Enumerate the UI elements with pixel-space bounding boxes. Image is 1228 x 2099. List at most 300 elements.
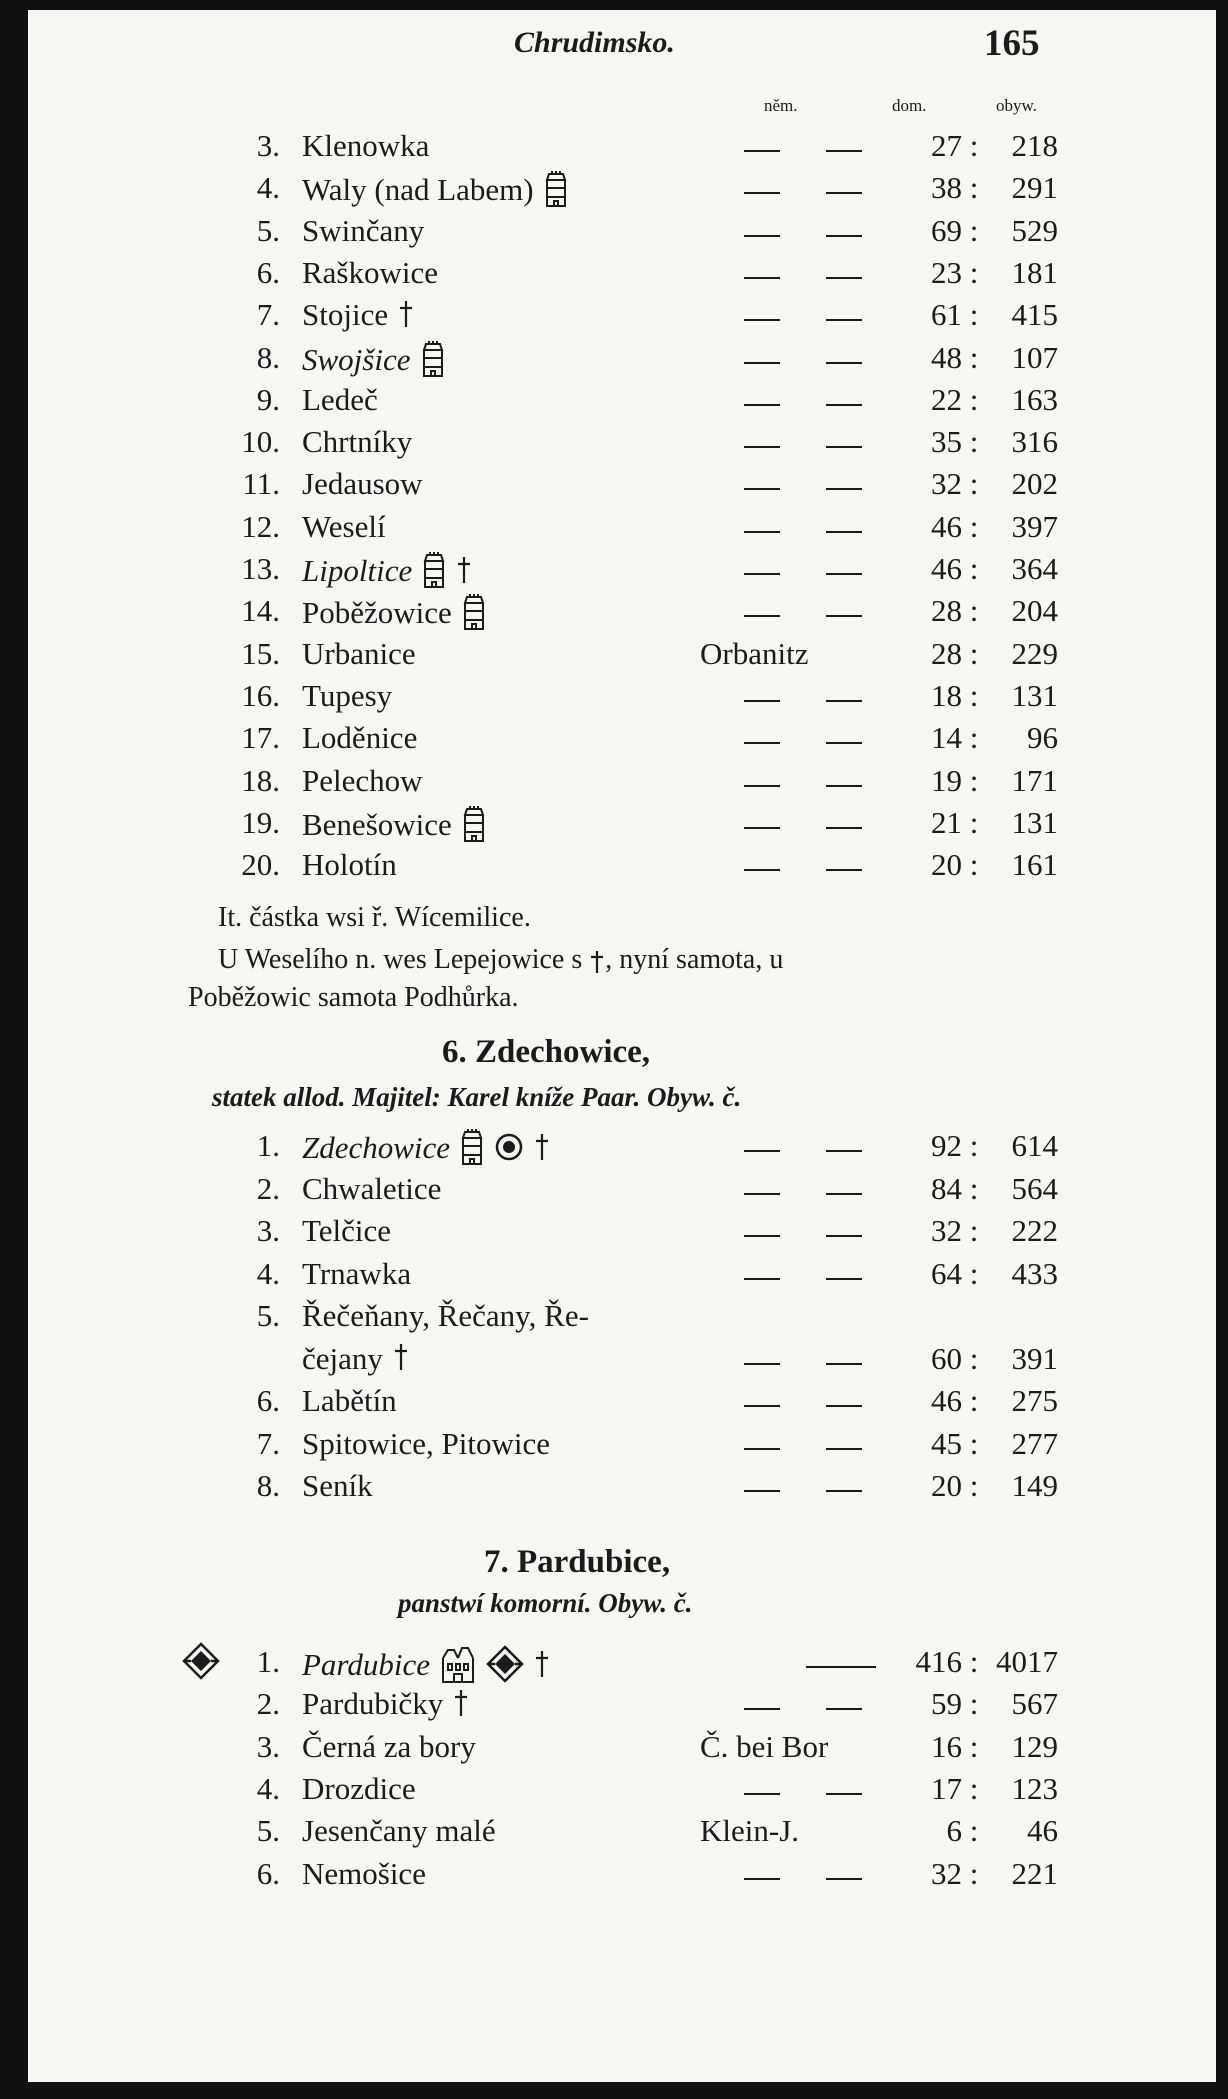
dash-placeholder [744,1878,780,1880]
population-count: 221 [1011,1855,1058,1891]
place-cell [302,1771,416,1807]
population-count: 202 [1011,466,1058,502]
dash-placeholder [744,277,780,279]
target-icon [494,1132,524,1170]
entry-number: 19. [241,804,280,840]
section-2-row [0,1171,1228,1213]
section-1-row [0,382,1228,424]
population-count: 433 [1011,1255,1058,1291]
dash-placeholder [826,573,862,575]
houses-count: 19 [931,762,962,798]
place-name: Jesenčany malé [302,1813,496,1849]
houses-count: 32 [931,1213,962,1248]
place-name: Pardubice [302,1647,430,1683]
section-1-row [0,720,1228,762]
cross-icon [393,1343,409,1379]
place-cell [302,1426,550,1462]
place-cell [302,1341,409,1380]
ratio-colon: : [969,804,979,840]
castle-icon [462,805,486,851]
houses-count: 16 [931,1728,962,1764]
ratio-colon: : [969,1468,979,1503]
dash-placeholder [826,742,862,744]
place-cell [302,466,423,502]
place-cell [302,1128,550,1174]
ratio-colon: : [969,170,979,206]
entry-number: 7. [256,297,280,333]
castle-icon [421,340,445,386]
section-2-row [0,1383,1228,1425]
dash-placeholder [826,1405,862,1407]
ratio-colon: : [969,212,979,248]
dash-placeholder [826,1490,862,1492]
place-cell [302,1213,391,1249]
ratio-colon: : [969,635,979,671]
dash-placeholder [744,1490,780,1492]
dash-placeholder [744,404,780,406]
place-name: Klenowka [302,128,430,163]
section-2-row [0,1128,1228,1170]
place-name: Poběžowice [302,595,452,631]
place-name: čejany [302,1340,383,1376]
population-count: 4017 [996,1644,1058,1679]
place-cell [302,636,416,672]
place-cell [302,678,392,714]
houses-count: 45 [931,1425,962,1461]
dash-placeholder [826,869,862,871]
place-cell [302,805,486,851]
section-1-row [0,170,1228,212]
place-name: Labětín [302,1383,397,1418]
place-cell [302,424,412,460]
section-2-row [0,1426,1228,1468]
place-cell [302,297,414,336]
houses-count: 92 [931,1128,962,1163]
houses-count: 22 [931,381,962,417]
entry-number: 6. [256,1383,280,1418]
population-count: 564 [1011,1170,1058,1206]
castle-icon [544,170,568,216]
note-line-1: It. částka wsi ř. Wícemilice. [218,902,531,933]
population-count: 131 [1011,677,1058,713]
place-name: Drozdice [302,1770,416,1806]
place-name: Chrtníky [302,424,413,460]
place-name: Swojšice [302,341,411,377]
houses-count: 32 [931,1855,962,1891]
houses-count: 416 [915,1644,962,1679]
place-name: Zdechowice [302,1130,451,1166]
german-name: Klein-J. [700,1813,800,1849]
place-name: Pardubičky [302,1686,444,1722]
entry-number: 4. [256,1770,280,1806]
place-cell [302,1729,476,1765]
entry-number: 6. [256,1855,280,1891]
section-1-row [0,847,1228,889]
place-name: Benešowice [302,806,452,842]
place-cell [302,128,429,164]
population-count: 291 [1011,170,1058,206]
houses-count: 17 [931,1770,962,1806]
ratio-colon: : [969,1644,979,1679]
houses-count: 69 [931,212,962,248]
place-name: Waly (nad Labem) [302,172,534,208]
entry-number: 3. [256,1213,280,1248]
castle-icon [422,551,446,597]
dash-placeholder [744,446,780,448]
entry-number: 5. [256,1813,280,1849]
entry-number: 4. [256,170,280,206]
population-count: 567 [1011,1686,1058,1722]
ratio-colon: : [969,551,979,586]
population-count: 364 [1011,551,1058,586]
houses-count: 32 [931,466,962,502]
note-line-2-text: U Weselího n. wes Lepejowice [218,944,565,975]
population-count: 131 [1011,804,1058,840]
population-count: 96 [1027,720,1058,756]
section-1-row [0,763,1228,805]
population-count: 316 [1011,424,1058,460]
place-name: Spitowice, Pitowice [302,1425,550,1461]
section-1-row [0,466,1228,508]
dash-placeholder [826,1278,862,1280]
ratio-colon: : [969,297,979,333]
place-name: Telčice [302,1213,392,1248]
place-cell [302,170,568,216]
dash-placeholder [826,1793,862,1795]
dash-placeholder [826,488,862,490]
ratio-colon: : [969,720,979,756]
place-cell [302,1686,469,1725]
dash-placeholder [744,1235,780,1237]
section-2-row [0,1256,1228,1298]
dash-placeholder [744,1363,780,1365]
dash-placeholder [744,1448,780,1450]
place-name: Ledeč [302,381,378,417]
population-count: 129 [1011,1728,1058,1764]
houses-count: 64 [931,1255,962,1291]
houses-count: 84 [931,1170,962,1206]
population-count: 397 [1011,508,1058,544]
place-name: Holotín [302,847,397,883]
place-cell [302,255,438,291]
place-name: Seník [302,1468,373,1503]
ratio-colon: : [969,847,979,883]
place-name: Nemošice [302,1855,426,1891]
ratio-colon: : [969,1686,979,1722]
population-count: 222 [1011,1213,1058,1248]
place-name: Loděnice [302,720,418,756]
entry-number: 13. [241,551,280,586]
entry-number: 3. [256,128,280,163]
place-name: Urbanice [302,635,416,671]
place-cell [302,213,424,249]
dash-placeholder [744,785,780,787]
houses-count: 20 [931,847,962,883]
place-name: Stojice [302,297,389,333]
dash-placeholder [826,1878,862,1880]
ratio-colon: : [969,762,979,798]
place-name: Pelechow [302,762,423,798]
section-3-heading: 7. Pardubice, [484,1544,671,1580]
entry-number: 18. [241,762,280,798]
ratio-colon: : [969,1170,979,1206]
dash-placeholder [744,531,780,533]
dash-placeholder [744,1150,780,1152]
entry-number: 1. [256,1644,280,1679]
houses-count: 60 [931,1340,962,1376]
place-cell [302,1298,589,1334]
col-head-german: něm. [764,96,798,115]
dash-placeholder [826,362,862,364]
place-cell [302,847,397,883]
dash-placeholder [826,1448,862,1450]
cross-icon [534,1650,550,1686]
dash-placeholder [744,1278,780,1280]
entry-number: 5. [256,1298,280,1333]
cross-icon [589,950,605,974]
ratio-colon: : [969,1855,979,1891]
dash-placeholder [806,1666,876,1668]
population-count: 229 [1011,635,1058,671]
entry-number: 20. [241,847,280,883]
population-count: 275 [1011,1383,1058,1418]
place-name: Weselí [302,508,386,544]
dash-placeholder [744,573,780,575]
population-count: 123 [1011,1770,1058,1806]
castle-icon [460,1128,484,1174]
place-cell [302,1813,496,1849]
page-number: 165 [984,23,1040,64]
ratio-colon: : [969,1213,979,1248]
dash-placeholder [744,319,780,321]
houses-count: 23 [931,254,962,290]
ratio-colon: : [969,339,979,375]
houses-count: 35 [931,424,962,460]
dash-placeholder [744,150,780,152]
dash-placeholder [826,827,862,829]
german-name: Č. bei Bor [700,1728,829,1764]
dash-placeholder [826,700,862,702]
place-name: Lipoltice [302,553,413,589]
place-cell [302,720,417,756]
place-name: Černá za bory [302,1728,476,1764]
dash-placeholder [826,1193,862,1195]
entry-number: 2. [256,1686,280,1722]
section-1-row [0,805,1228,847]
note-line-2-tail: , nyní samota, u [605,944,784,975]
entry-number: 6. [256,254,280,290]
houses-count: 28 [931,635,962,671]
diamond-icon [182,1642,220,1688]
place-cell [302,593,486,639]
entry-number: 7. [256,1425,280,1461]
population-count: 204 [1011,593,1058,629]
dash-placeholder [826,150,862,152]
cross-icon [453,1689,469,1725]
cross-icon [456,556,472,592]
section-3-row [0,1856,1228,1898]
place-name: Swinčany [302,212,425,248]
entry-number: 8. [256,1468,280,1503]
entry-number: 11. [242,466,280,502]
dash-placeholder [826,531,862,533]
houses-count: 46 [931,551,962,586]
entry-number: 9. [256,381,280,417]
section-1-row [0,551,1228,593]
population-count: 218 [1011,128,1058,163]
dash-placeholder [826,785,862,787]
ratio-colon: : [969,593,979,629]
section-2-row [0,1213,1228,1255]
section-1-row [0,593,1228,635]
cross-icon [398,300,414,336]
place-cell [302,1171,441,1207]
population-count: 181 [1011,254,1058,290]
population-count: 161 [1011,847,1058,883]
note-line-2 [218,944,783,976]
section-2-heading: 6. Zdechowice, [442,1034,651,1070]
dash-placeholder [744,869,780,871]
houses-count: 59 [931,1686,962,1722]
entry-number: 14. [241,593,280,629]
place-cell [302,1468,373,1504]
place-cell [302,382,378,418]
place-cell [302,509,386,545]
ratio-colon: : [969,1813,979,1849]
section-2-row [0,1341,1228,1383]
houses-count: 28 [931,593,962,629]
section-1-row [0,213,1228,255]
ratio-colon: : [969,466,979,502]
entry-number: 8. [256,339,280,375]
houses-count: 20 [931,1468,962,1503]
houses-count: 6 [946,1813,962,1849]
dash-placeholder [744,1193,780,1195]
place-name: Chwaletice [302,1170,442,1206]
entry-number: 3. [256,1728,280,1764]
houses-count: 46 [931,508,962,544]
entry-number: 1. [256,1128,280,1163]
dash-placeholder [744,615,780,617]
ratio-colon: : [969,1425,979,1461]
dash-placeholder [744,235,780,237]
houses-count: 61 [931,297,962,333]
dash-placeholder [744,192,780,194]
diamond-icon [486,1645,524,1691]
ratio-colon: : [969,1128,979,1163]
place-cell [302,1856,426,1892]
town-icon [440,1644,476,1692]
german-name: Orbanitz [700,635,809,671]
section-3-row [0,1729,1228,1771]
ratio-colon: : [969,677,979,713]
running-head: Chrudimsko. [514,26,675,59]
dash-placeholder [826,446,862,448]
entry-number: 4. [256,1255,280,1291]
section-1-row [0,636,1228,678]
col-head-population: obyw. [996,96,1037,115]
dash-placeholder [744,827,780,829]
section-3-row [0,1686,1228,1728]
section-3-subheading: panstwí komorní. Obyw. č. [398,1588,693,1618]
population-count: 171 [1011,762,1058,798]
entry-number: 10. [241,424,280,460]
dash-placeholder [826,1150,862,1152]
section-3-row [0,1813,1228,1855]
population-count: 149 [1011,1468,1058,1503]
section-3-row [0,1644,1228,1686]
dash-placeholder [826,319,862,321]
section-1-row [0,297,1228,339]
section-1-row [0,255,1228,297]
population-count: 415 [1011,297,1058,333]
section-2-row [0,1468,1228,1510]
dash-placeholder [826,1363,862,1365]
place-cell [302,340,445,386]
castle-icon [462,593,486,639]
dash-placeholder [744,1708,780,1710]
houses-count: 14 [931,720,962,756]
entry-number: 16. [241,677,280,713]
population-count: 614 [1011,1128,1058,1163]
dash-placeholder [744,1405,780,1407]
ratio-colon: : [969,1383,979,1418]
population-count: 46 [1027,1813,1058,1849]
place-cell [302,551,472,597]
section-3-row [0,1771,1228,1813]
ratio-colon: : [969,1770,979,1806]
dash-placeholder [744,742,780,744]
houses-count: 21 [931,804,962,840]
ratio-colon: : [969,1255,979,1291]
place-cell [302,1256,411,1292]
houses-count: 18 [931,677,962,713]
dash-placeholder [744,700,780,702]
entry-number: 5. [256,212,280,248]
place-name: Tupesy [302,677,393,713]
entry-number: 15. [241,635,280,671]
section-1-row [0,509,1228,551]
population-count: 529 [1011,212,1058,248]
ratio-colon: : [969,128,979,163]
place-cell [302,763,423,799]
cross-icon [534,1133,550,1169]
dash-placeholder [744,1793,780,1795]
dash-placeholder [826,235,862,237]
entry-number: 12. [241,508,280,544]
dash-placeholder [826,1708,862,1710]
dash-placeholder [826,615,862,617]
section-2-subheading: statek allod. Majitel: Karel kníže Paar. Obyw. č. [212,1082,742,1112]
ratio-colon: : [969,381,979,417]
place-name: Raškowice [302,254,439,290]
dash-placeholder [744,362,780,364]
entry-number: 17. [241,720,280,756]
population-count: 391 [1011,1340,1058,1376]
section-1-row [0,678,1228,720]
dash-placeholder [826,277,862,279]
entry-number: 2. [256,1170,280,1206]
section-1-row [0,424,1228,466]
section-1-row [0,128,1228,170]
col-head-houses: dom. [892,96,927,115]
population-count: 107 [1011,339,1058,375]
population-count: 277 [1011,1425,1058,1461]
dash-placeholder [826,1235,862,1237]
note-line-2-s: s [571,944,583,975]
note-line-3: Poběžowic samota Podhůrka. [188,982,519,1013]
houses-count: 27 [931,128,962,163]
